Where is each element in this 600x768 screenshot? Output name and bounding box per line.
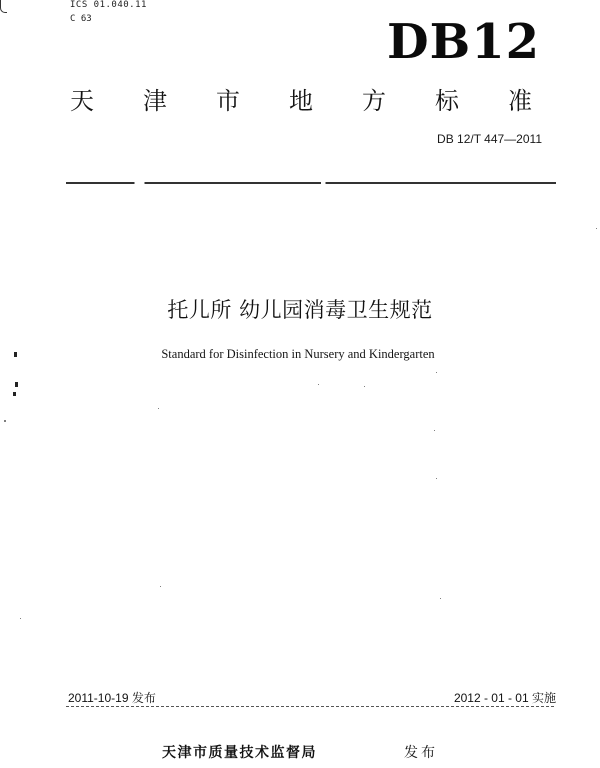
scan-speck bbox=[440, 598, 441, 599]
standard-type-char: 市 bbox=[216, 87, 240, 115]
standard-type-heading bbox=[70, 86, 532, 116]
footer-divider bbox=[66, 706, 554, 707]
standard-number: DB 12/T 447—2011 bbox=[437, 132, 542, 146]
implement-date: 2012 - 01 - 01 实施 bbox=[453, 691, 556, 705]
scan-speck bbox=[160, 586, 161, 587]
standard-type-char: 方 bbox=[362, 87, 386, 115]
scan-speck bbox=[15, 382, 18, 387]
scan-speck bbox=[14, 352, 17, 357]
scan-speck bbox=[158, 408, 159, 409]
standard-logo: DB12 bbox=[387, 14, 540, 70]
standard-type-char: 准 bbox=[508, 87, 532, 115]
document-title-english: Standard for Disinfection in Nursery and Kindergarten bbox=[161, 347, 435, 361]
document-title-chinese: 托儿所 幼儿园消毒卫生规范 bbox=[167, 298, 433, 322]
ccs-code: C 63 bbox=[70, 14, 92, 24]
scan-speck bbox=[318, 384, 319, 385]
scan-speck bbox=[20, 618, 21, 619]
scan-speck bbox=[13, 392, 16, 396]
header-divider bbox=[66, 182, 556, 184]
issuing-authority: 天津市质量技术监督局 bbox=[162, 745, 317, 761]
standard-type-char: 津 bbox=[143, 87, 167, 115]
issue-action: 发布 bbox=[404, 745, 438, 761]
standard-type-char: 地 bbox=[289, 87, 313, 115]
scan-speck bbox=[364, 386, 365, 387]
standard-type-char: 标 bbox=[435, 87, 459, 115]
publish-date: 2011-10-19 发布 bbox=[68, 691, 156, 705]
scan-mark bbox=[0, 0, 7, 13]
scan-speck bbox=[596, 228, 597, 229]
ics-code: ICS 01.040.11 bbox=[70, 0, 147, 10]
standard-type-char: 天 bbox=[70, 87, 94, 115]
scan-speck bbox=[436, 372, 437, 373]
scan-speck bbox=[4, 420, 6, 422]
scan-speck bbox=[434, 430, 435, 431]
scan-speck bbox=[436, 478, 437, 479]
